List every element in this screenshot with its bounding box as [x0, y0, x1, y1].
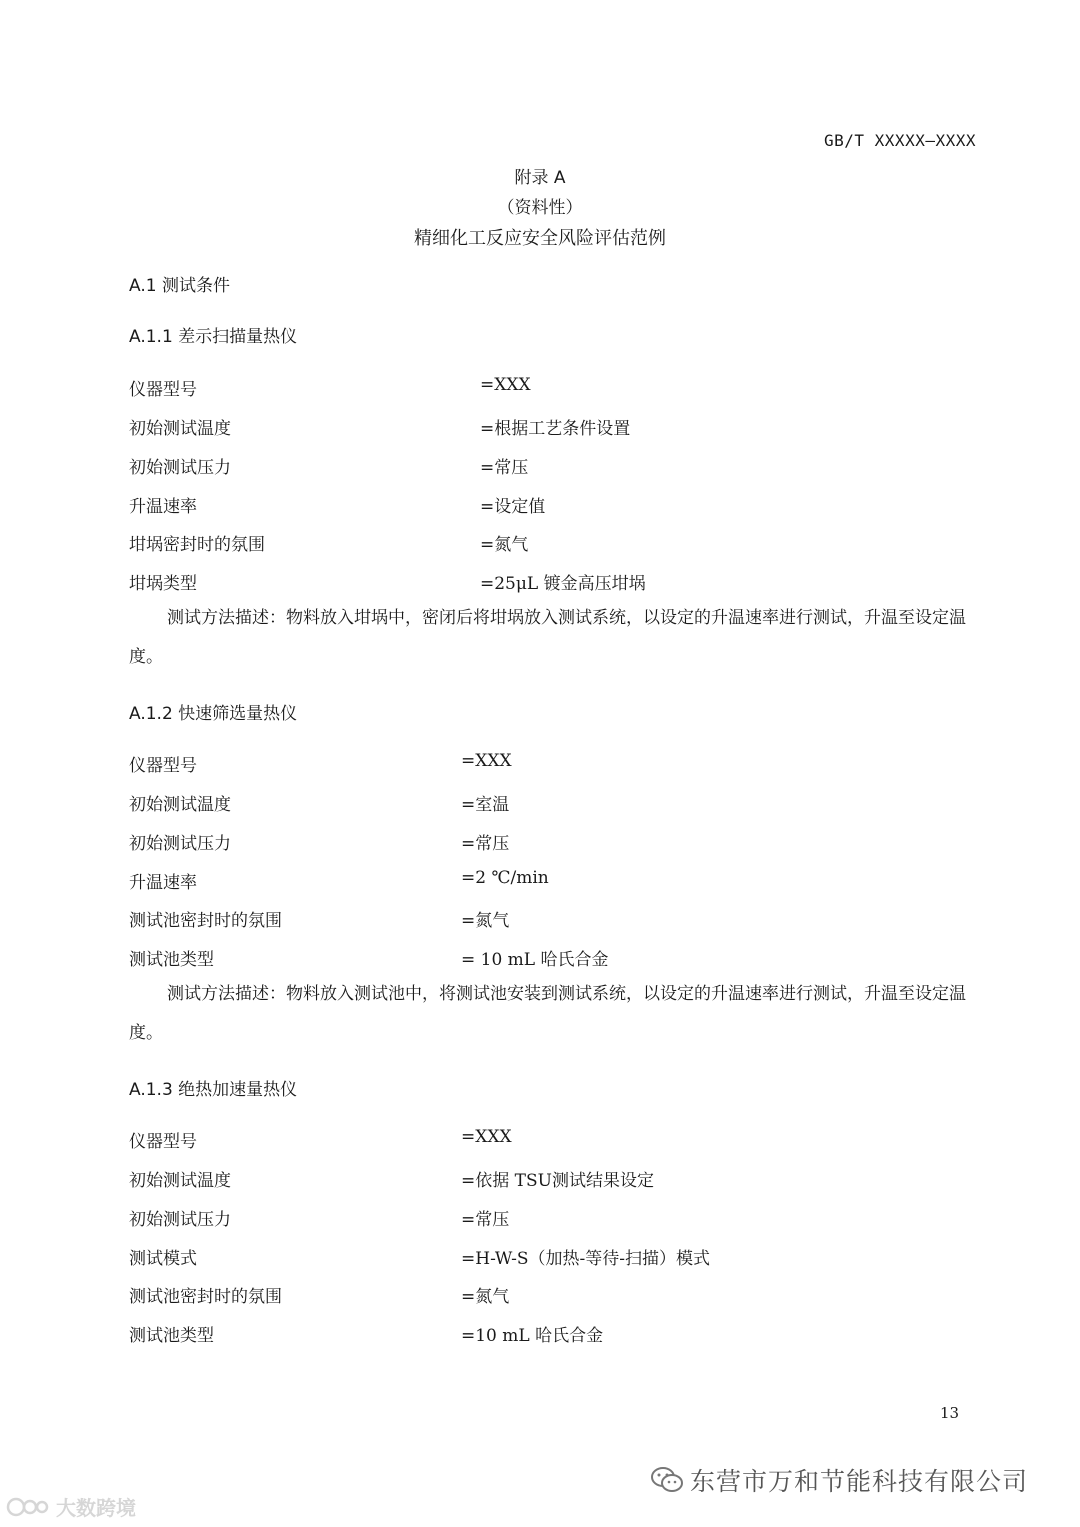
a12-label: 测试池密封时的氛围 [129, 911, 282, 931]
a12-label: 初始测试温度 [129, 795, 231, 815]
appendix-nature: （资料性） [497, 198, 583, 218]
subsection-heading-a12: A.1.2 快速筛选量热仪 [129, 704, 298, 724]
a12-label: 仪器型号 [129, 756, 197, 776]
appendix-main-title: 精细化工反应安全风险评估范例 [414, 228, 666, 249]
a12-value: =XXX [461, 751, 512, 771]
a11-value: =XXX [480, 375, 531, 395]
a13-label: 测试模式 [129, 1249, 197, 1269]
a13-label: 初始测试温度 [129, 1171, 231, 1191]
a13-label: 测试池密封时的氛围 [129, 1287, 282, 1307]
watermark-brand [6, 1492, 136, 1523]
subsection-heading-a13: A.1.3 绝热加速量热仪 [129, 1080, 298, 1100]
wechat-icon [650, 1466, 684, 1500]
a11-value: =根据工艺条件设置 [480, 419, 631, 439]
a13-value: =H-W-S（加热-等待-扫描）模式 [461, 1249, 710, 1269]
brand-logo-icon [6, 1496, 50, 1523]
a11-value: =氮气 [480, 535, 529, 555]
a11-label: 仪器型号 [129, 380, 197, 400]
a13-value: =氮气 [461, 1287, 510, 1307]
a12-value: =2 ℃/min [461, 868, 549, 888]
a13-value: =常压 [461, 1210, 510, 1230]
a11-value: =常压 [480, 458, 529, 478]
a12-description: 测试方法描述：物料放入测试池中，将测试池安装到测试系统，以设定的升温速率进行测试，升温至设定温度。 [129, 984, 966, 1043]
a13-label: 测试池类型 [129, 1326, 214, 1346]
a12-value: = 10 mL 哈氏合金 [461, 950, 609, 970]
watermark-company [650, 1462, 1028, 1500]
a11-label: 升温速率 [129, 497, 197, 517]
a13-label: 初始测试压力 [129, 1210, 231, 1230]
a12-value: =氮气 [461, 911, 510, 931]
a11-value: =25μL 镀金高压坩埚 [480, 574, 646, 594]
appendix-title: 附录 A [514, 168, 566, 188]
a12-value: =常压 [461, 834, 510, 854]
a13-value: =依据 TSU测试结果设定 [461, 1171, 654, 1191]
a13-value: =10 mL 哈氏合金 [461, 1326, 604, 1346]
a13-value: =XXX [461, 1127, 512, 1147]
a11-label: 坩埚密封时的氛围 [129, 535, 265, 555]
watermark-company-text: 东营市万和节能科技有限公司 [690, 1467, 1029, 1496]
a12-label: 测试池类型 [129, 950, 214, 970]
a12-value: =室温 [461, 795, 510, 815]
a12-label: 初始测试压力 [129, 834, 231, 854]
a13-label: 仪器型号 [129, 1132, 197, 1152]
a11-description: 测试方法描述：物料放入坩埚中，密闭后将坩埚放入测试系统，以设定的升温速率进行测试，升温至设定温度。 [129, 608, 966, 667]
a11-label: 初始测试温度 [129, 419, 231, 439]
watermark-brand-text: 大数跨境 [56, 1496, 136, 1520]
a11-label: 初始测试压力 [129, 458, 231, 478]
a12-label: 升温速率 [129, 873, 197, 893]
document-code: GB/T XXXXX—XXXX [824, 131, 976, 150]
page-number: 13 [940, 1404, 960, 1422]
a11-value: =设定值 [480, 497, 546, 517]
a11-label: 坩埚类型 [129, 574, 197, 594]
subsection-heading-a11: A.1.1 差示扫描量热仪 [129, 327, 298, 347]
section-heading-a1: A.1 测试条件 [129, 276, 230, 296]
